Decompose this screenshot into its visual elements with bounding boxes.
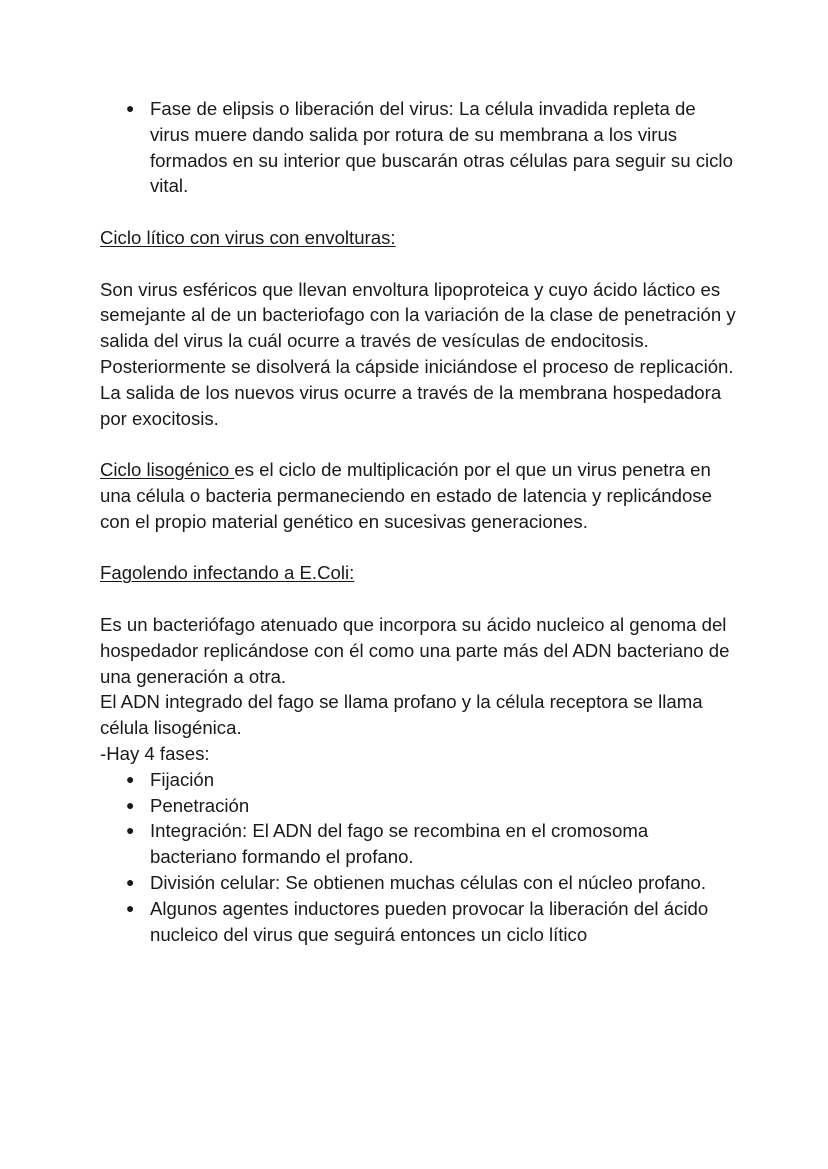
paragraph-envolturas-2: La salida de los nuevos virus ocurre a través de la membrana hospedadora por exocitosis. <box>100 381 722 429</box>
section-heading-fagolendo: Fagolendo infectando a E.Coli: <box>100 562 355 584</box>
bullet-icon: ● <box>126 873 135 890</box>
list-item-text: Fase de elipsis o liberación del virus: La célula invadida repleta de virus muere dando salida por rotura de su membrana a los virus formados en su interior que buscarán otras células para seguir su ciclo vital. <box>150 98 733 197</box>
section-heading-envolturas: Ciclo lítico con virus con envolturas: <box>100 226 396 248</box>
paragraph-envolturas-1: Son virus esféricos que llevan envoltura lipoproteica y cuyo ácido láctico es semejante al de un bacteriofago con la variación de la clase de penetración y salida del virus la cuál ocurre a través de vesículas de endocitosis. Posteriormente se disolverá la cápside iniciándose el proceso de replicación. <box>100 278 736 377</box>
definition-lisogenico: es el ciclo de multiplicación por el que un virus penetra en una célula o bacteria permaneciendo en estado de latencia y replicándose con el propio material genético en sucesivas generaciones. <box>100 459 712 532</box>
document-page <box>100 96 740 947</box>
paragraph-lisogenico <box>100 457 740 534</box>
bullet-icon: ● <box>126 100 135 116</box>
paragraph-fagolendo-1: Es un bacteriófago atenuado que incorpora su ácido nucleico al genoma del hospedador replicándose con él como una parte más del ADN bacteriano de una generación a otra. <box>100 613 730 687</box>
list-item-text: Algunos agentes inductores pueden provocar la liberación del ácido nucleico del virus que seguirá entonces un ciclo lítico <box>150 897 709 945</box>
top-bullet-list <box>100 96 740 199</box>
paragraph-fagolendo-2: El ADN integrado del fago se llama profano y la célula receptora se llama célula lisogénica. <box>100 691 703 739</box>
list-item <box>100 870 740 896</box>
phases-intro: -Hay 4 fases: <box>100 742 210 764</box>
list-item-text: División celular: Se obtienen muchas células con el núcleo profano. <box>150 871 707 893</box>
list-item-text: Integración: El ADN del fago se recombina en el cromosoma bacteriano formando el profano. <box>150 820 649 868</box>
term-lisogenico: Ciclo lisogénico <box>100 459 235 481</box>
list-item <box>100 96 740 199</box>
list-item <box>100 767 740 793</box>
list-item <box>100 793 740 819</box>
bullet-icon: ● <box>126 770 135 787</box>
list-item-text: Fijación <box>150 768 215 790</box>
bullet-icon: ● <box>126 822 135 839</box>
bullet-icon: ● <box>126 796 135 813</box>
list-item <box>100 818 740 870</box>
list-item <box>100 896 740 948</box>
bullet-icon: ● <box>126 899 135 916</box>
phases-list <box>100 767 740 948</box>
list-item-text: Penetración <box>150 794 250 816</box>
